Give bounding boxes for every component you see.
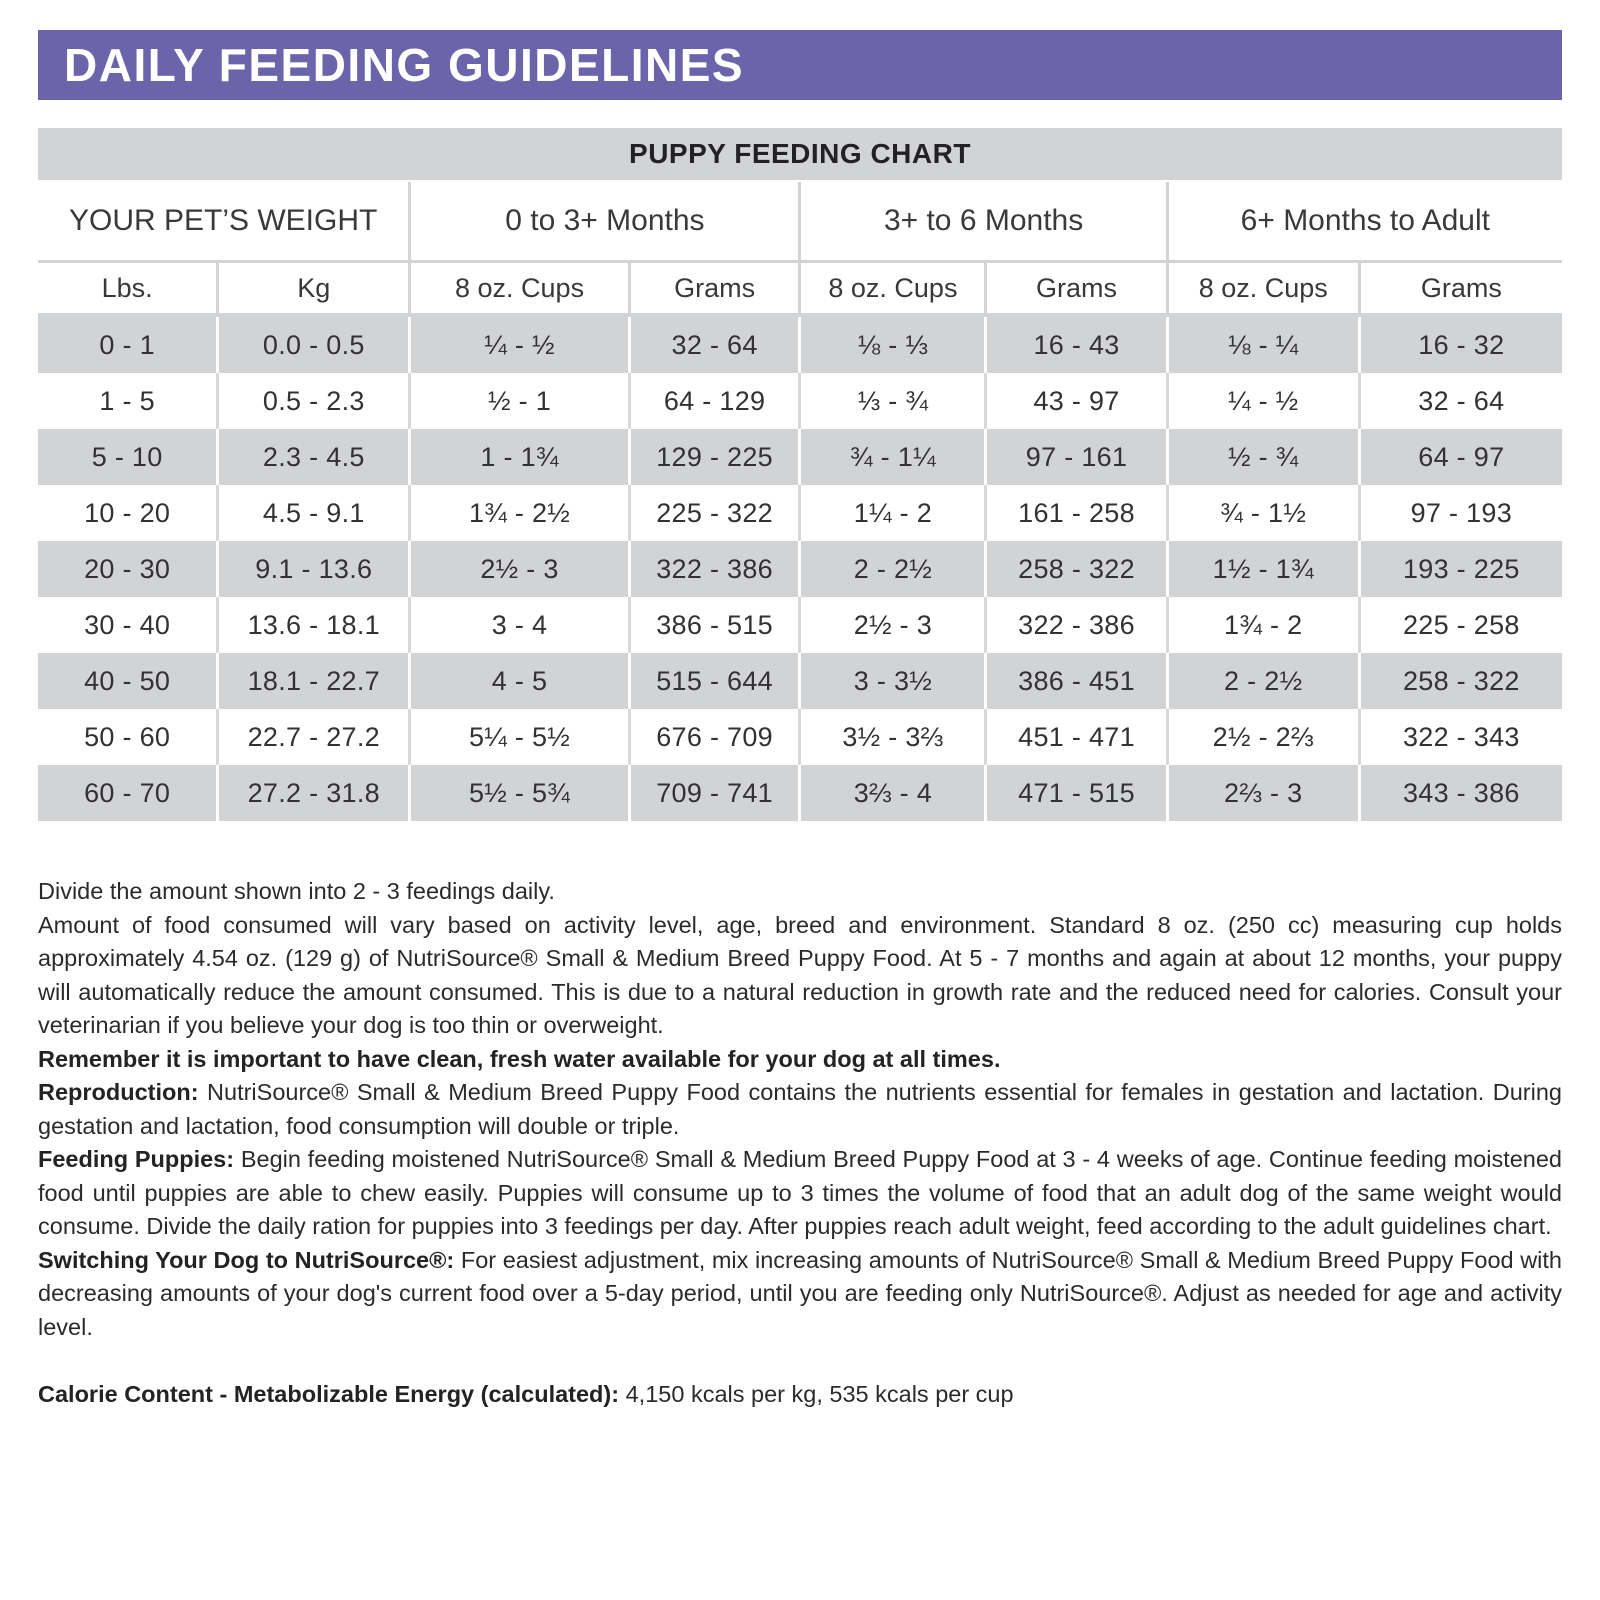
table-cell: 5 - 10 (91, 441, 163, 472)
column-header: Grams (628, 263, 799, 313)
table-cell: 97 - 161 (984, 429, 1165, 485)
column-group-header: 3+ to 6 Months (798, 182, 1165, 260)
table-cell: ⅓ - ¾ (798, 373, 984, 429)
column-header: Grams (984, 263, 1165, 313)
table-group-header-row (38, 182, 1562, 263)
table-row (38, 373, 1562, 429)
table-cell: 18.1 - 22.7 (216, 653, 408, 709)
table-cell: 322 - 386 (628, 541, 799, 597)
table-row (38, 765, 1562, 821)
column-header: 8 oz. Cups (1166, 263, 1358, 313)
note-paragraph (38, 875, 1562, 909)
table-cell: 2.3 - 4.5 (216, 429, 408, 485)
table-cell: 129 - 225 (628, 429, 799, 485)
table-subheader-row (38, 263, 1562, 317)
table-cell: ⅛ - ¼ (1166, 317, 1358, 373)
note-paragraph (38, 1244, 1562, 1345)
table-cell: 676 - 709 (628, 709, 799, 765)
table-row (38, 317, 1562, 373)
table-cell: 3⅔ - 4 (798, 765, 984, 821)
note-text: Begin feeding moistened NutriSource® Small & Medium Breed Puppy Food at 3 - 4 weeks of age. Continue feeding moistened food until puppies are able to chew easily. Puppies will consume up to 3 times the volume of food that an adult dog of the same weight would consume. Divide the daily ration for puppies into 3 feedings per day. After puppies reach adult weight, feed according to the adult guidelines chart. (38, 1146, 1562, 1239)
column-header: Lbs. (101, 272, 153, 303)
table-body (38, 317, 1562, 821)
note-text: For easiest adjustment, mix increasing amounts of NutriSource® Small & Medium Breed Puppy Food with decreasing amounts of your dog's current food over a 5-day period, until you are feeding only NutriSource®. Adjust as needed for age and activity level. (38, 1246, 1562, 1340)
table-row (38, 429, 1562, 485)
table-cell: 3 - 4 (408, 597, 627, 653)
table-cell: 161 - 258 (984, 485, 1165, 541)
table-cell: 1¾ - 2 (1166, 597, 1358, 653)
table-cell: ½ - 1 (408, 373, 627, 429)
table-cell: 2½ - 3 (798, 597, 984, 653)
table-cell: ¾ - 1½ (1166, 485, 1358, 541)
table-row (38, 597, 1562, 653)
table-cell: 5¼ - 5½ (408, 709, 627, 765)
table-cell: 10 - 20 (84, 497, 171, 528)
table-cell: 515 - 644 (628, 653, 799, 709)
table-cell: 1 - 1¾ (408, 429, 627, 485)
table-row (38, 709, 1562, 765)
table-cell: 386 - 515 (628, 597, 799, 653)
note-text: Divide the amount shown into 2 - 3 feedings daily. (38, 878, 555, 904)
table-cell: 32 - 64 (1358, 373, 1562, 429)
calorie-content-line (38, 1378, 1562, 1412)
table-row (38, 653, 1562, 709)
table-cell: 0.5 - 2.3 (216, 373, 408, 429)
calorie-content-label: Calorie Content - Metabolizable Energy (calculated): (38, 1381, 620, 1407)
page-title-bar (38, 30, 1562, 100)
table-cell: ⅛ - ⅓ (798, 317, 984, 373)
table-row (38, 541, 1562, 597)
column-header: Grams (1358, 263, 1562, 313)
table-cell: 5½ - 5¾ (408, 765, 627, 821)
table-cell: 471 - 515 (984, 765, 1165, 821)
table-cell: 60 - 70 (84, 777, 171, 808)
table-cell: 64 - 97 (1358, 429, 1562, 485)
table-cell: 64 - 129 (628, 373, 799, 429)
table-cell: 50 - 60 (84, 721, 171, 752)
table-cell: 16 - 32 (1358, 317, 1562, 373)
note-paragraph (38, 1076, 1562, 1143)
table-cell: 322 - 343 (1358, 709, 1562, 765)
table-cell: 225 - 322 (628, 485, 799, 541)
note-bold-label: Reproduction: (38, 1079, 199, 1105)
chart-title-band (38, 128, 1562, 180)
table-cell: 1¾ - 2½ (408, 485, 627, 541)
table-cell: 32 - 64 (628, 317, 799, 373)
table-cell: 709 - 741 (628, 765, 799, 821)
note-text: NutriSource® Small & Medium Breed Puppy Food contains the nutrients essential for females in gestation and lactation. During gestation and lactation, food consumption will double or triple. (38, 1079, 1562, 1139)
puppy-feeding-table (38, 182, 1562, 821)
note-paragraph (38, 1043, 1562, 1077)
feeding-notes (38, 875, 1562, 1344)
page-title: DAILY FEEDING GUIDELINES (64, 39, 745, 91)
table-cell: 3 - 3½ (798, 653, 984, 709)
table-cell: 0.0 - 0.5 (216, 317, 408, 373)
table-cell: ¾ - 1¼ (798, 429, 984, 485)
table-cell: 20 - 30 (84, 553, 171, 584)
table-cell: 27.2 - 31.8 (216, 765, 408, 821)
table-cell: 451 - 471 (984, 709, 1165, 765)
note-text: Amount of food consumed will vary based on activity level, age, breed and environment. Standard 8 oz. (250 cc) measuring cup holds approximately 4.54 oz. (129 g) of NutriSource® Small & Medium Breed Puppy Food. At 5 - 7 months and again at about 12 months, your puppy will automatically reduce the amount consumed. This is due to a natural reduction in growth rate and the reduced need for calories. Consult your veterinarian if you believe your dog is too thin or overweight. (38, 911, 1562, 1038)
table-cell: 2 - 2½ (1166, 653, 1358, 709)
table-cell: 16 - 43 (984, 317, 1165, 373)
column-group-header: YOUR PET’S WEIGHT (68, 204, 378, 237)
table-cell: 258 - 322 (1358, 653, 1562, 709)
table-cell: ¼ - ½ (1166, 373, 1358, 429)
table-cell: 1 - 5 (99, 385, 155, 416)
table-row (38, 485, 1562, 541)
table-cell: 2½ - 2⅔ (1166, 709, 1358, 765)
table-cell: 322 - 386 (984, 597, 1165, 653)
table-cell: 4.5 - 9.1 (216, 485, 408, 541)
table-cell: 343 - 386 (1358, 765, 1562, 821)
table-cell: 1¼ - 2 (798, 485, 984, 541)
table-cell: 97 - 193 (1358, 485, 1562, 541)
table-cell: 0 - 1 (99, 329, 155, 360)
table-cell: 30 - 40 (84, 609, 171, 640)
table-cell: 193 - 225 (1358, 541, 1562, 597)
table-cell: 386 - 451 (984, 653, 1165, 709)
table-cell: 22.7 - 27.2 (216, 709, 408, 765)
table-cell: 2 - 2½ (798, 541, 984, 597)
table-cell: 258 - 322 (984, 541, 1165, 597)
column-group-header: 0 to 3+ Months (408, 182, 798, 260)
table-cell: ¼ - ½ (408, 317, 627, 373)
note-bold-label: Switching Your Dog to NutriSource®: (38, 1246, 455, 1273)
table-cell: 2⅔ - 3 (1166, 765, 1358, 821)
column-header: Kg (216, 263, 408, 313)
table-cell: ½ - ¾ (1166, 429, 1358, 485)
table-cell: 13.6 - 18.1 (216, 597, 408, 653)
column-header: 8 oz. Cups (408, 263, 627, 313)
table-cell: 2½ - 3 (408, 541, 627, 597)
table-cell: 40 - 50 (84, 665, 171, 696)
note-paragraph (38, 1143, 1562, 1244)
column-group-header: 6+ Months to Adult (1166, 182, 1562, 260)
table-cell: 225 - 258 (1358, 597, 1562, 653)
table-cell: 3½ - 3⅔ (798, 709, 984, 765)
note-bold-label: Feeding Puppies: (38, 1146, 235, 1172)
table-cell: 9.1 - 13.6 (216, 541, 408, 597)
table-cell: 4 - 5 (408, 653, 627, 709)
column-header: 8 oz. Cups (798, 263, 984, 313)
calorie-content-value: 4,150 kcals per kg, 535 kcals per cup (619, 1381, 1014, 1407)
table-cell: 43 - 97 (984, 373, 1165, 429)
note-paragraph (38, 909, 1562, 1043)
chart-title: PUPPY FEEDING CHART (629, 138, 971, 169)
note-bold-label: Remember it is important to have clean, fresh water available for your dog at all times. (38, 1045, 1001, 1072)
table-cell: 1½ - 1¾ (1166, 541, 1358, 597)
